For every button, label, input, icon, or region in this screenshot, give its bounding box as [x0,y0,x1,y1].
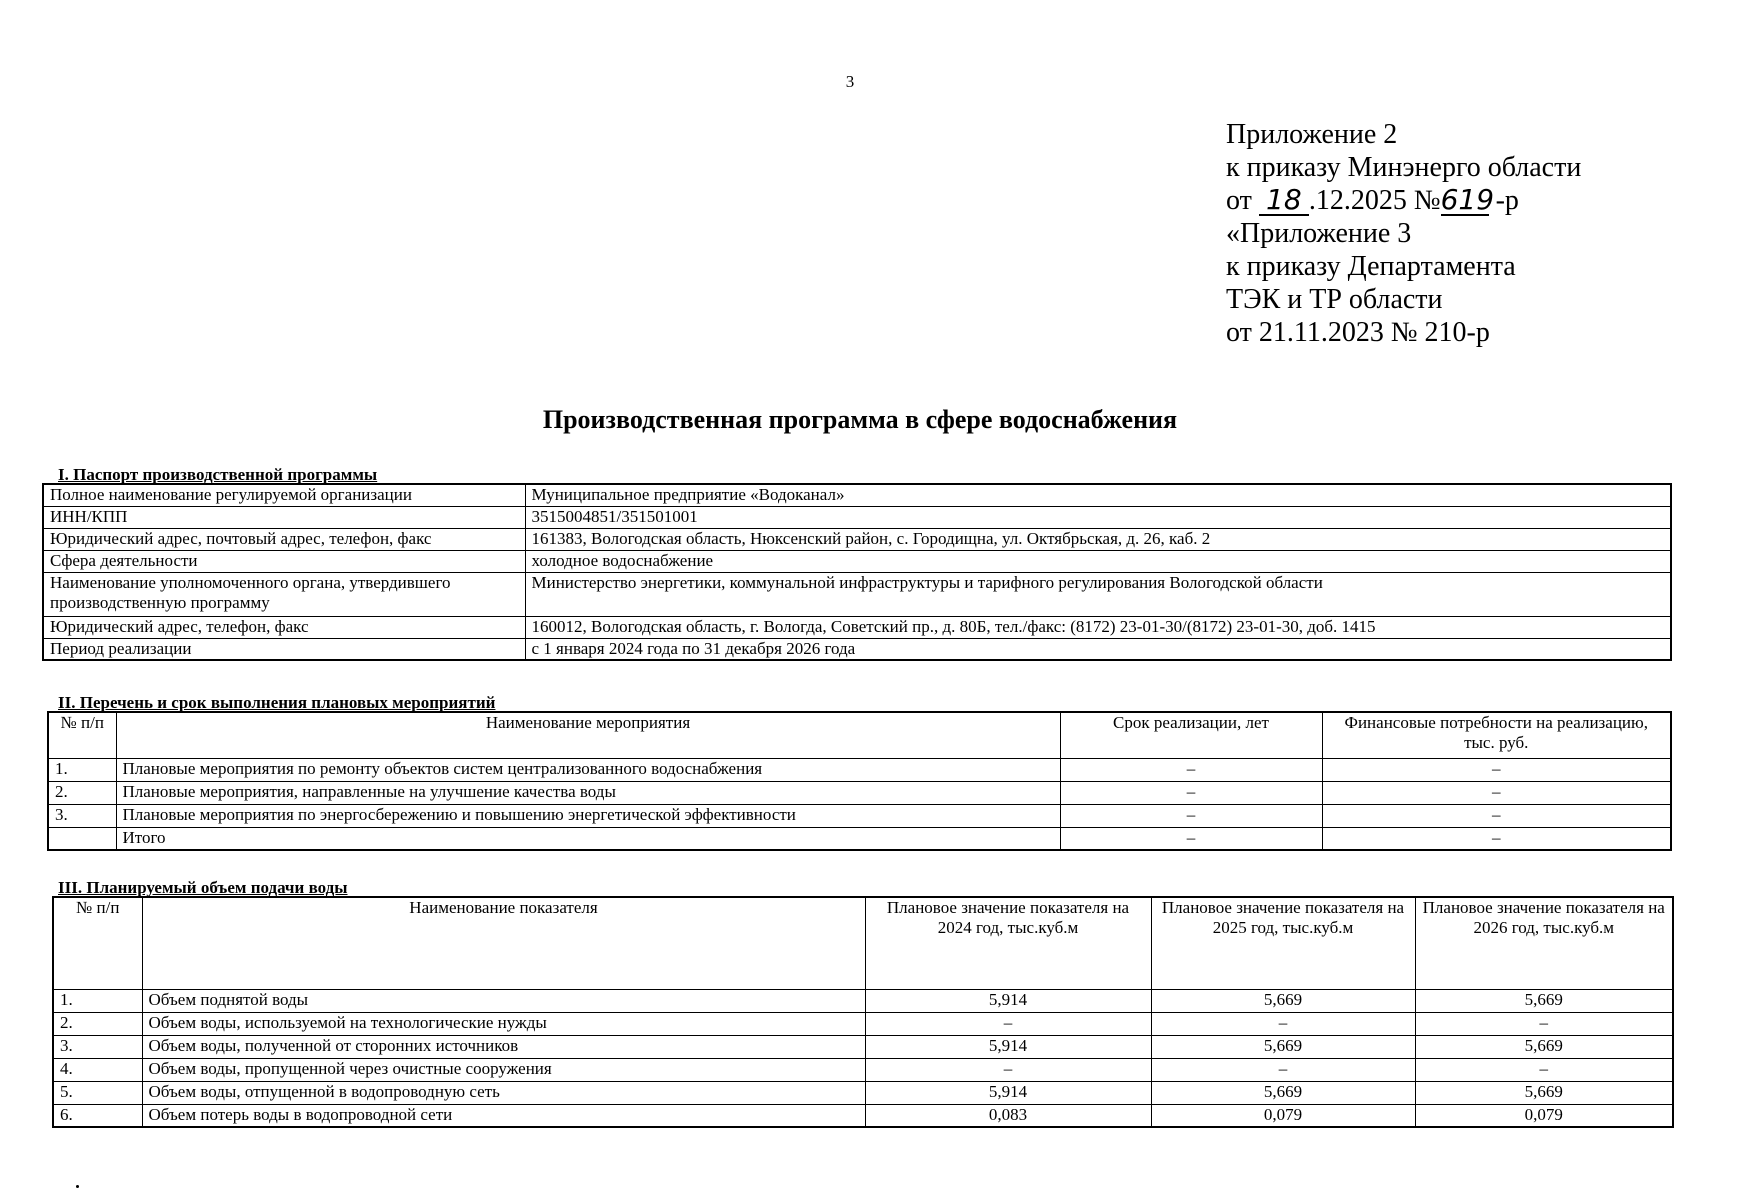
table-row [53,1035,1673,1058]
row-name: Плановые мероприятия по ремонту объектов систем централизованного водоснабжения [116,758,1060,781]
row-num: 3. [48,804,116,827]
row-num: 4. [53,1058,142,1081]
header-name: Наименование показателя [142,897,865,989]
table-row [43,506,1671,528]
appendix-line: ТЭК и ТР области [1226,284,1443,315]
row-2026: – [1415,1012,1673,1035]
row-num: 6. [53,1104,142,1127]
row-num: 2. [48,781,116,804]
table-row [43,616,1671,638]
table-row [48,804,1671,827]
table-row [48,781,1671,804]
passport-label: Наименование уполномоченного органа, утвердившего производственную программу [43,572,525,616]
passport-value: Министерство энергетики, коммунальной инфраструктуры и тарифного регулирования Вологодской области [525,572,1671,616]
passport-value: Муниципальное предприятие «Водоканал» [525,484,1671,506]
row-2024: – [865,1012,1151,1035]
passport-value: холодное водоснабжение [525,550,1671,572]
passport-table [42,483,1672,661]
row-term: – [1060,804,1322,827]
scan-dot [76,1185,79,1188]
document-title: Производственная программа в сфере водоснабжения [542,405,1178,434]
row-finance: – [1322,758,1671,781]
appendix-line: Приложение 2 [1226,119,1398,150]
page-number: 3 [845,72,855,91]
table-row [53,1081,1673,1104]
passport-value: 160012, Вологодская область, г. Вологда, Советский пр., д. 80Б, тел./факс: (8172) 23-01-30/(8172) 23-01-30, доб. 1415 [525,616,1671,638]
header-finance: Финансовые потребности на реализацию, тыс. руб. [1322,712,1671,758]
table-row [48,827,1671,850]
row-num: 1. [53,989,142,1012]
header-num: № п/п [48,712,116,758]
row-name: Объем воды, отпущенной в водопроводную сеть [142,1081,865,1104]
row-2026: – [1415,1058,1673,1081]
handwritten-order-number: 619 [1440,183,1495,216]
row-2025: 5,669 [1151,1035,1415,1058]
table-row [43,572,1671,616]
row-term: – [1060,758,1322,781]
row-num: 5. [53,1081,142,1104]
row-term: – [1060,781,1322,804]
row-2025: – [1151,1012,1415,1035]
row-2024: – [865,1058,1151,1081]
row-2025: 0,079 [1151,1104,1415,1127]
table-row [48,758,1671,781]
row-finance: – [1322,804,1671,827]
section-1-title: I. Паспорт производственной программы [58,465,378,484]
appendix-line: к приказу Департамента [1226,251,1516,282]
row-2025: 5,669 [1151,1081,1415,1104]
row-2024: 5,914 [865,1081,1151,1104]
section-2-title: II. Перечень и срок выполнения плановых мероприятий [58,693,496,712]
appendix-date-line [1226,184,1581,217]
header-2025: Плановое значение показателя на 2025 год, тыс.куб.м [1151,897,1415,989]
row-2026: 5,669 [1415,1081,1673,1104]
table-row [53,1104,1673,1127]
row-name: Объем потерь воды в водопроводной сети [142,1104,865,1127]
appendix-date-prefix: от [1226,185,1252,216]
passport-label: Период реализации [43,638,525,660]
passport-value: с 1 января 2024 года по 31 декабря 2026 года [525,638,1671,660]
appendix-date-suffix: -р [1495,185,1519,216]
appendix-date-mid: .12.2025 № [1308,185,1441,216]
row-term: – [1060,827,1322,850]
row-num: 2. [53,1012,142,1035]
row-num: 3. [53,1035,142,1058]
passport-value: 161383, Вологодская область, Нюксенский район, с. Городищна, ул. Октябрьская, д. 26, каб. 2 [525,528,1671,550]
appendix-line: к приказу Минэнерго области [1226,152,1582,183]
table-row [43,484,1671,506]
appendix-line: «Приложение 3 [1226,218,1412,249]
row-2024: 0,083 [865,1104,1151,1127]
passport-label: Юридический адрес, почтовый адрес, телефон, факс [43,528,525,550]
row-finance: – [1322,781,1671,804]
passport-value: 3515004851/351501001 [525,506,1671,528]
header-num: № п/п [53,897,142,989]
row-2024: 5,914 [865,989,1151,1012]
appendix-line: от 21.11.2023 № 210-р [1226,317,1490,348]
table-header-row [48,712,1671,758]
row-2025: 5,669 [1151,989,1415,1012]
passport-label: Юридический адрес, телефон, факс [43,616,525,638]
header-2026: Плановое значение показателя на 2026 год, тыс.куб.м [1415,897,1673,989]
row-name: Плановые мероприятия по энергосбережению и повышению энергетической эффективности [116,804,1060,827]
appendix-block [1226,118,1581,349]
table-row [53,1058,1673,1081]
passport-label: Полное наименование регулируемой организации [43,484,525,506]
measures-table [47,711,1672,851]
row-2026: 5,669 [1415,989,1673,1012]
table-row [53,1012,1673,1035]
handwritten-day: 18 [1259,186,1309,216]
row-2026: 5,669 [1415,1035,1673,1058]
row-name: Объем воды, полученной от сторонних источников [142,1035,865,1058]
header-term: Срок реализации, лет [1060,712,1322,758]
header-name: Наименование мероприятия [116,712,1060,758]
section-3-title: III. Планируемый объем подачи воды [58,878,348,897]
table-row [43,638,1671,660]
passport-label: Сфера деятельности [43,550,525,572]
row-name: Объем поднятой воды [142,989,865,1012]
table-row [43,528,1671,550]
row-name: Плановые мероприятия, направленные на улучшение качества воды [116,781,1060,804]
header-2024: Плановое значение показателя на 2024 год, тыс.куб.м [865,897,1151,989]
row-name: Объем воды, пропущенной через очистные сооружения [142,1058,865,1081]
table-row [43,550,1671,572]
row-2024: 5,914 [865,1035,1151,1058]
table-row [53,989,1673,1012]
row-2026: 0,079 [1415,1104,1673,1127]
row-2025: – [1151,1058,1415,1081]
row-finance: – [1322,827,1671,850]
row-num: 1. [48,758,116,781]
row-name: Итого [116,827,1060,850]
water-volume-table [52,896,1674,1128]
row-name: Объем воды, используемой на технологические нужды [142,1012,865,1035]
passport-label: ИНН/КПП [43,506,525,528]
row-num [48,827,116,850]
table-header-row [53,897,1673,989]
